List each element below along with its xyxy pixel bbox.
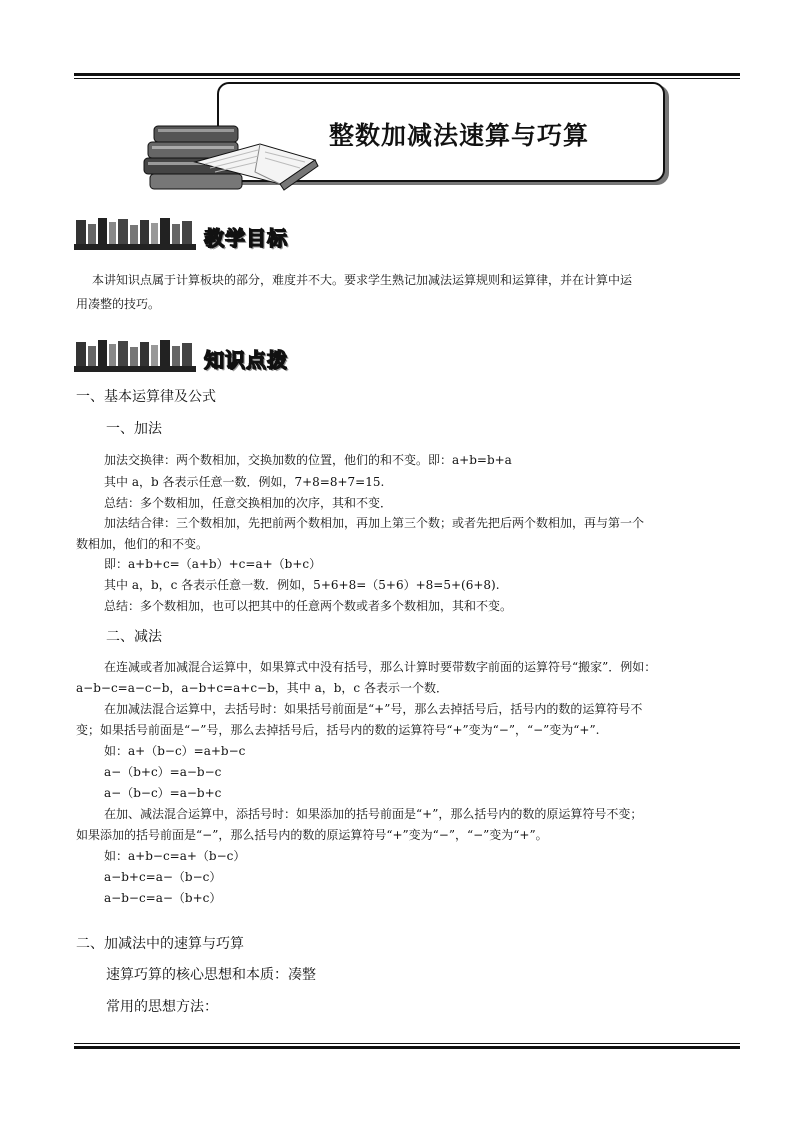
addition-heading: 一、加法 [106,421,162,437]
bottom-rule-thin [74,1043,740,1044]
part2-line: 速算巧算的核心思想和本质：凑整 [106,967,316,983]
subtraction-line: 在加、减法混合运算中，添括号时：如果添加的括号前面是“+”，那么括号内的数的原运算符号不变； [104,807,643,821]
addition-line: 加法交换律：两个数相加，交换加数的位置，他们的和不变。即：a+b=b+a [104,453,512,467]
subtraction-line: a−b−c=a−（b+c） [104,891,222,905]
subtraction-heading: 二、减法 [106,629,162,645]
section-banner-icon [74,216,196,252]
subtraction-line: 如：a+（b−c）=a+b−c [104,744,246,758]
subtraction-line: a−b+c=a−（b−c） [104,870,222,884]
addition-line: 即：a+b+c=（a+b）+c=a+（b+c） [104,557,322,571]
subtraction-line: a−b−c=a−c−b，a−b+c=a+c−b，其中 a，b，c 各表示一个数． [76,681,448,695]
subtraction-line: 在加减法混合运算中，去括号时：如果括号前面是“+”号，那么去掉括号后，括号内的数的运算符号不 [104,702,643,716]
books-illustration [140,122,340,194]
subtraction-line: a−（b+c）=a−b−c [104,765,222,779]
section-banner-icon [74,338,196,374]
section-header-knowledge [74,338,314,374]
bottom-rule [74,1046,740,1049]
top-rule-thin [74,78,740,79]
knowledge-label: 知识点拨 [204,348,288,372]
addition-line: 其中 a，b，c 各表示任意一数．例如，5+6+8=（5+6）+8=5+(6+8). [104,578,500,592]
goals-text-line: 用凑整的技巧。 [76,297,161,311]
subtraction-line: 如果添加的括号前面是“−”，那么括号内的数的原运算符号“+”变为“−”，“−”变为“+”。 [76,828,548,842]
page-title: 整数加减法速算与巧算 [329,121,590,150]
addition-line: 加法结合律：三个数相加，先把前两个数相加，再加上第三个数；或者先把后两个数相加，再与第一个 [104,516,645,530]
subtraction-line: 如：a+b−c=a+（b−c） [104,849,246,863]
addition-line: 其中 a，b 各表示任意一数．例如，7+8=8+7=15. [104,475,385,489]
part2-line: 常用的思想方法： [106,999,218,1015]
addition-line: 总结：多个数相加，任意交换相加的次序，其和不变． [104,496,393,510]
subtraction-line: 变；如果括号前面是“−”号，那么去掉括号后，括号内的数的运算符号“+”变为“−”，“−”变为“+”. [76,723,600,737]
part2-heading: 二、加减法中的速算与巧算 [76,936,244,952]
subtraction-line: a−（b−c）=a−b+c [104,786,222,800]
part1-heading: 一、基本运算律及公式 [76,389,216,405]
addition-line: 数相加，他们的和不变。 [76,537,209,551]
top-rule [74,73,740,76]
addition-line: 总结：多个数相加，也可以把其中的任意两个数或者多个数相加，其和不变。 [104,599,513,613]
section-header-goals [74,216,314,252]
subtraction-line: 在连减或者加减混合运算中，如果算式中没有括号，那么计算时要带数字前面的运算符号“搬家”．例如： [104,660,657,674]
goals-text-line: 本讲知识点属于计算板块的部分，难度并不大。要求学生熟记加减法运算规则和运算律，并在计算中运 [92,273,633,287]
goals-label: 教学目标 [204,226,288,250]
